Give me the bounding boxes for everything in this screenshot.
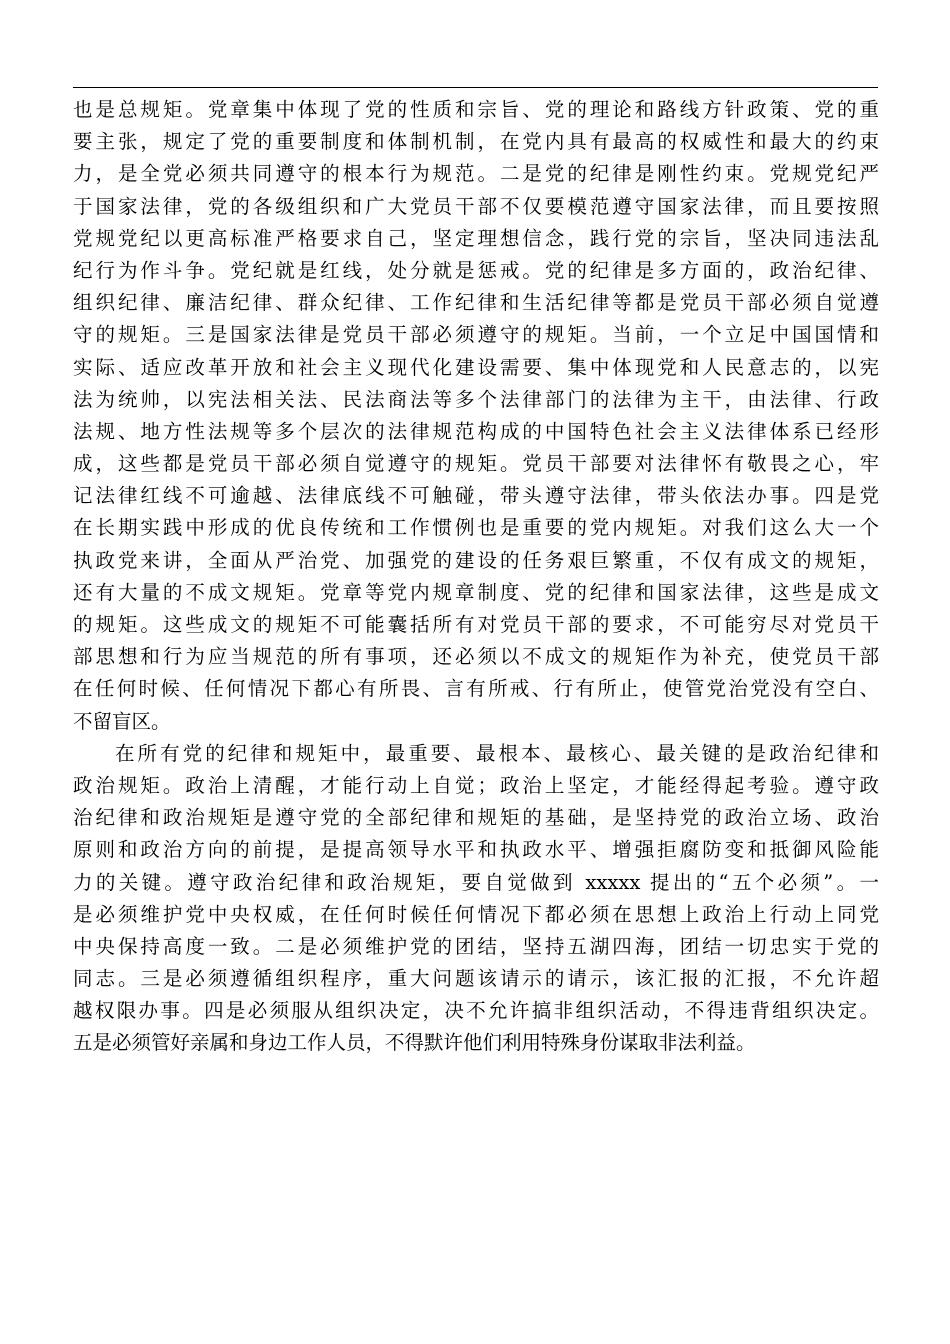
text-line: 不留盲区。	[73, 709, 171, 733]
text-line: 要主张，规定了党的重要制度和体制机制，在党内具有最高的权威性和最大的约束	[73, 130, 879, 154]
paragraph-first-line: 在所有党的纪律和规矩中，最重要、最根本、最核心、最关键的是政治纪律和	[115, 741, 879, 765]
header-rule	[73, 87, 878, 88]
text-line: 同志。三是必须遵循组织程序，重大问题该请示的请示，该汇报的汇报，不允许超	[73, 967, 879, 991]
text-line: 部思想和行为应当规范的所有事项，还必须以不成文的规矩作为补充，使党员干部	[73, 645, 879, 669]
text-line: 法规、地方性法规等多个层次的法律规范构成的中国特色社会主义法律体系已经形	[73, 419, 879, 443]
text-line: 是必须维护党中央权威，在任何时候任何情况下都必须在思想上政治上行动上同党	[73, 902, 879, 926]
text-line: 在任何时候、任何情况下都心有所畏、言有所戒、行有所止，使管党治党没有空白、	[73, 677, 879, 701]
body-text	[73, 94, 879, 1060]
text-line: 还有大量的不成文规矩。党章等党内规章制度、党的纪律和国家法律，这些是成文	[73, 580, 879, 604]
text-line: 治纪律和政治规矩是遵守党的全部纪律和规矩的基础，是坚持党的政治立场、政治	[73, 806, 879, 830]
text-line: 的规矩。这些成文的规矩不可能囊括所有对党员干部的要求，不可能穷尽对党员干	[73, 613, 879, 636]
text-line: 原则和政治方向的前提，是提高领导水平和执政水平、增强拒腐防变和抵御风险能	[73, 838, 879, 862]
text-line: 力，是全党必须共同遵守的根本行为规范。二是党的纪律是刚性约束。党规党纪严	[73, 162, 879, 186]
text-line: 执政党来讲，全面从严治党、加强党的建设的任务艰巨繁重，不仅有成文的规矩，	[73, 548, 879, 572]
text-line: 成，这些都是党员干部必须自觉遵守的规矩。党员干部要对法律怀有敬畏之心，牢	[73, 452, 879, 476]
text-line: 五是必须管好亲属和身边工作人员，不得默许他们利用特殊身份谋取非法利益。	[73, 1031, 756, 1055]
text-line: 中央保持高度一致。二是必须维护党的团结，坚持五湖四海，团结一切忠实于党的	[73, 934, 879, 958]
text-line: 法为统帅，以宪法相关法、民法商法等多个法律部门的法律为主干，由法律、行政	[73, 387, 879, 411]
text-line: 党规党纪以更高标准严格要求自己，坚定理想信念，践行党的宗旨，坚决同违法乱	[73, 226, 879, 250]
text-line: 纪行为作斗争。党纪就是红线，处分就是惩戒。党的纪律是多方面的，政治纪律、	[73, 258, 879, 282]
text-line: 记法律红线不可逾越、法律底线不可触碰，带头遵守法律，带头依法办事。四是党	[73, 484, 879, 508]
text-line: 在长期实践中形成的优良传统和工作惯例也是重要的党内规矩。对我们这么大一个	[73, 516, 879, 540]
text-line: 也是总规矩。党章集中体现了党的性质和宗旨、党的理论和路线方针政策、党的重	[73, 98, 879, 121]
text-line: 越权限办事。四是必须服从组织决定，决不允许搞非组织活动，不得违背组织决定。	[73, 999, 879, 1023]
text-line: 实际、适应改革开放和社会主义现代化建设需要、集中体现党和人民意志的，以宪	[73, 355, 879, 379]
text-line: 于国家法律，党的各级组织和广大党员干部不仅要模范遵守国家法律，而且要按照	[73, 194, 879, 218]
text-line: 组织纪律、廉洁纪律、群众纪律、工作纪律和生活纪律等都是党员干部必须自觉遵	[73, 291, 879, 315]
text-line: 政治规矩。政治上清醒，才能行动上自觉；政治上坚定，才能经得起考验。遵守政	[73, 773, 879, 797]
text-line: 守的规矩。三是国家法律是党员干部必须遵守的规矩。当前，一个立足中国国情和	[73, 323, 879, 347]
text-line: 力的关键。遵守政治纪律和政治规矩，要自觉做到 xxxxx 提出的“五个必须”。一	[73, 870, 879, 894]
